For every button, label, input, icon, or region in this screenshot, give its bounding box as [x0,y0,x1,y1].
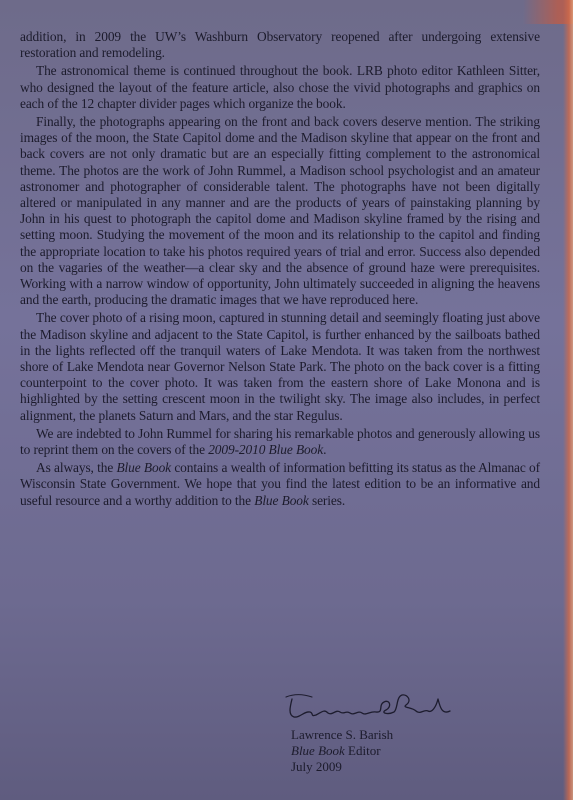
paragraph-5-end: . [323,442,327,458]
signer-name: Lawrence S. Barish [291,727,394,742]
paragraph-5-text: We are indebted to John Rummel for sharing his remarkable photos and generously allowing us to reprint them on the covers of the [20,425,540,458]
paragraph-5 [20,426,540,458]
paragraph-6 [20,460,540,509]
paragraph-6-italic-2: Blue Book [254,492,309,508]
paragraph-6-text-3: series. [308,492,346,508]
paragraph-1: addition, in 2009 the UW’s Washburn Observatory reopened after undergoing extensive restoration and remodeling. [20,29,540,61]
signature-block [291,727,393,775]
paragraph-2: The astronomical theme is continued throughout the book. LRB photo editor Kathleen Sitter, who designed the layout of the feature article, also chose the vivid photographs and graphics on each of the 12 chapter divider pages which organize the book. [20,63,540,111]
signer-title [291,743,393,759]
paragraph-6-text-2: contains a wealth of information befitting its status as the Almanac of Wisconsin State Government. We hope that you find the latest edition to be an informative and useful resource and a worthy addition to the [20,460,540,508]
handwritten-signature [280,685,460,725]
paragraph-6-italic-1: Blue Book [116,460,172,476]
paragraph-6-text-1: As always, the [36,460,117,476]
paragraph-5-italic: 2009-2010 Blue Book [208,442,324,458]
page-edge-right [563,0,573,800]
signer-title-rest: Editor [344,743,381,758]
signer-title-italic: Blue Book [291,743,345,758]
paragraph-3: Finally, the photographs appearing on the front and back covers deserve mention. The striking images of the moon, the State Capitol dome and the Madison skyline that appear on the front and back covers are not only dramatic but are an especially fitting complement to the astronomical theme. The photos are the work of John Rummel, a Madison school psychologist and an amateur astronomer and photographer of considerable talent. The photographs have not been digitally altered or manipulated in any manner and are the products of years of painstaking planning by John in his quest to photograph the capitol dome and Madison skyline framed by the rising and setting moon. Studying the movement of the moon and its relationship to the capitol and finding the appropriate location to take his photos required years of trial and error. Success also depended on the vagaries of the weather—a clear sky and the absence of ground haze were prerequisites. Working with a narrow window of opportunity, John ultimately succeeded in aligning the heavens and the earth, producing the dramatic images that we have reproduced here. [20,114,540,308]
paragraph-4: The cover photo of a rising moon, captured in stunning detail and seemingly floating just above the Madison skyline and adjacent to the State Capitol, is further enhanced by the sailboats bathed in the lights reflected off the tranquil waters of Lake Mendota. It was taken from the northwest shore of Lake Mendota near Governor Nelson State Park. The photo on the back cover is a fitting counterpoint to the cover photo. It was taken from the eastern shore of Lake Monona and is highlighted by the setting crescent moon in the twilight sky. The image also includes, in perfect alignment, the planets Saturn and Mars, and the star Regulus. [20,310,540,423]
signer-date: July 2009 [291,759,342,774]
body-text [20,29,540,511]
